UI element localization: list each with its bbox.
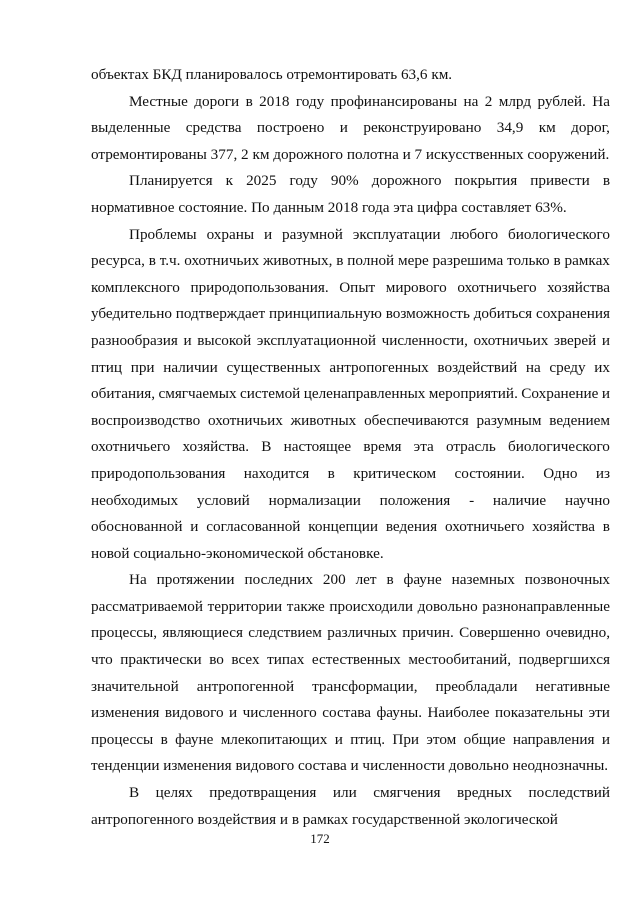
text-line: значительной антропогенной трансформации, преобладали негативные: [91, 677, 610, 695]
text-line: обоснованной и согласованной концепции ведения охотничьего хозяйства в: [91, 518, 610, 536]
text-line: тенденции изменения видового состава и численности довольно неоднозначны.: [91, 757, 609, 775]
text-line: птиц при наличии существенных антропогенных воздействий на среду их: [91, 358, 610, 376]
text-line: В целях предотвращения или смягчения вредных последствий: [129, 784, 610, 802]
text-line: рассматриваемой территории также происходили довольно разнонаправленные: [91, 597, 610, 615]
text-line: разнообразия и высокой эксплуатационной численности, охотничьих зверей и: [91, 331, 610, 349]
text-line: нормативное состояние. По данным 2018 года эта цифра составляет 63%.: [91, 198, 567, 216]
text-line: ресурса, в т.ч. охотничьих животных, в полной мере разрешима только в рамках: [91, 252, 610, 270]
text-line: Планируется к 2025 году 90% дорожного покрытия привести в: [129, 172, 610, 190]
text-line: выделенные средства построено и реконструировано 34,9 км дорог,: [91, 119, 610, 137]
text-line: комплексного природопользования. Опыт мирового охотничьего хозяйства: [91, 278, 610, 296]
text-line: что практически во всех типах естественных местообитаний, подвергшихся: [91, 651, 610, 669]
text-line: новой социально-экономической обстановке.: [91, 544, 384, 562]
text-line: охотничьего хозяйства. В настоящее время эта отрасль биологического: [91, 438, 610, 456]
text-line: обитания, смягчаемых системой целенаправленных мероприятий. Сохранение и: [91, 385, 610, 403]
text-line: процессы, являющиеся следствием различных причин. Совершенно очевидно,: [91, 624, 610, 642]
text-line: отремонтированы 377, 2 км дорожного полотна и 7 искусственных сооружений.: [91, 145, 610, 163]
text-line: природопользования находится в критическом состоянии. Одно из: [91, 464, 610, 482]
body-text: [91, 62, 610, 833]
text-line: антропогенного воздействия и в рамках государственной экологической: [91, 810, 558, 828]
page-number: 172: [310, 831, 330, 846]
text-line: Местные дороги в 2018 году профинансированы на 2 млрд рублей. На: [129, 92, 610, 110]
text-line: На протяжении последних 200 лет в фауне наземных позвоночных: [129, 571, 610, 589]
text-line: воспроизводство охотничьих животных обеспечиваются разумным ведением: [91, 411, 610, 429]
text-line: изменения видового и численного состава фауны. Наиболее показательны эти: [91, 704, 610, 722]
text-line: процессы в фауне млекопитающих и птиц. При этом общие направления и: [91, 730, 610, 748]
text-line: Проблемы охраны и разумной эксплуатации любого биологического: [129, 225, 610, 243]
text-line: объектах БКД планировалось отремонтировать 63,6 км.: [91, 66, 453, 83]
text-line: необходимых условий нормализации положения - наличие научно: [91, 491, 610, 509]
text-line: убедительно подтверждает принципиальную возможность добиться сохранения: [91, 305, 610, 323]
